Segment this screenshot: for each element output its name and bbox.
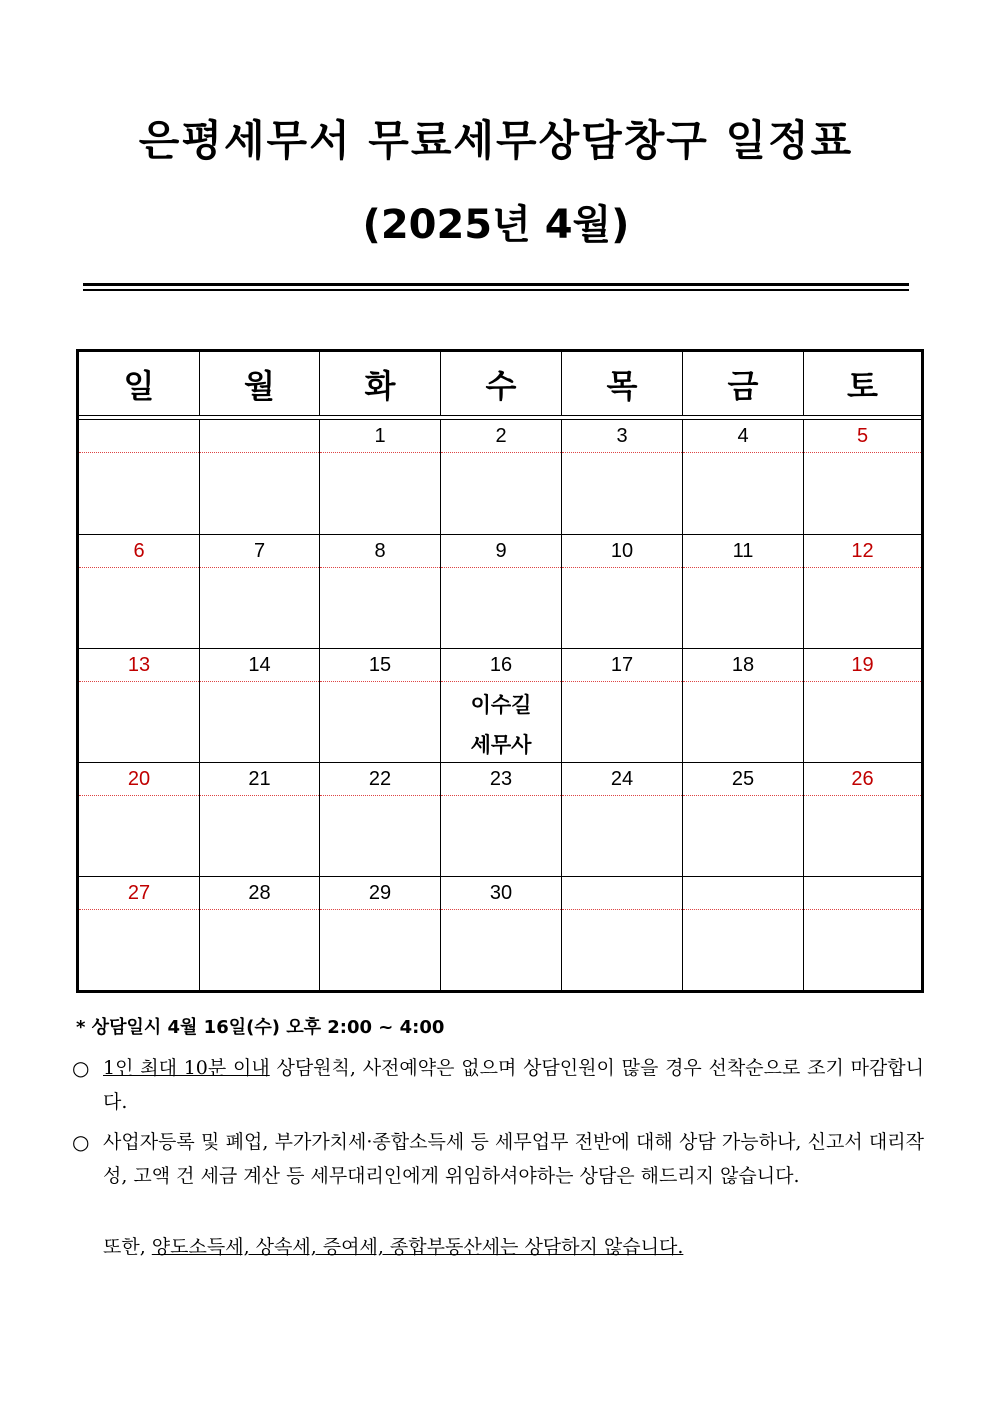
day-number xyxy=(200,420,319,453)
day-cell xyxy=(804,649,921,763)
week-row xyxy=(79,762,921,877)
week-row xyxy=(79,648,921,763)
weekday-mon: 월 xyxy=(200,352,320,415)
day-cell xyxy=(804,535,921,649)
day-number: 30 xyxy=(441,877,561,910)
day-number: 20 xyxy=(79,763,199,796)
day-cell xyxy=(804,420,921,534)
day-number xyxy=(79,420,199,453)
page-subtitle: (2025년 4월) xyxy=(362,202,630,248)
title-divider-inner xyxy=(83,289,909,291)
weekday-tue: 화 xyxy=(320,352,441,415)
calendar-table xyxy=(76,349,924,993)
day-cell xyxy=(200,649,320,763)
day-number: 21 xyxy=(200,763,319,796)
day-cell xyxy=(79,763,200,877)
day-number: 16 xyxy=(441,649,561,682)
day-number: 27 xyxy=(79,877,199,910)
day-cell xyxy=(441,877,562,991)
day-number: 14 xyxy=(200,649,319,682)
day-number: 24 xyxy=(562,763,682,796)
day-number: 28 xyxy=(200,877,319,910)
day-number xyxy=(804,877,921,910)
consultant-name: 이수길 xyxy=(470,692,532,717)
note-also-emphasis: 양도소득세, 상속세, 증여세, 종합부동산세는 상담하지 않습니다. xyxy=(151,1236,684,1258)
day-number: 2 xyxy=(441,420,561,453)
day-cell xyxy=(200,763,320,877)
day-cell xyxy=(79,649,200,763)
weekday-fri: 금 xyxy=(683,352,804,415)
day-number: 1 xyxy=(320,420,440,453)
day-cell xyxy=(562,649,683,763)
page-title: 은평세무서 무료세무상담창구 일정표 xyxy=(138,116,854,165)
day-cell xyxy=(804,877,921,991)
day-cell xyxy=(683,649,804,763)
day-number: 5 xyxy=(804,420,921,453)
day-cell xyxy=(683,763,804,877)
weekday-sat: 토 xyxy=(847,366,878,405)
week-row xyxy=(79,420,921,534)
day-cell xyxy=(320,535,441,649)
day-number: 3 xyxy=(562,420,682,453)
day-number: 8 xyxy=(320,535,440,568)
day-number: 19 xyxy=(804,649,921,682)
weekday-thu: 목 xyxy=(562,352,683,415)
day-cell xyxy=(441,420,562,534)
day-cell xyxy=(562,877,683,991)
day-number: 18 xyxy=(683,649,803,682)
day-cell xyxy=(562,763,683,877)
note-bullet-2 xyxy=(72,1125,924,1193)
day-number: 13 xyxy=(79,649,199,682)
day-number: 23 xyxy=(441,763,561,796)
day-number: 11 xyxy=(683,535,803,568)
day-number: 7 xyxy=(200,535,319,568)
day-cell xyxy=(79,420,200,534)
note-bullet-2-text: 사업자등록 및 폐업, 부가가치세·종합소득세 등 세무업무 전반에 대해 상담 가능하나, 신고서 대리작성, 고액 건 세금 계산 등 세무대리인에게 위임하셔야하는 상담은 해드리지 않습니다. xyxy=(103,1131,924,1187)
header-divider xyxy=(79,415,921,416)
note-bullet-1-text: 상담원칙, 사전예약은 없으며 상담인원이 많을 경우 선착순으로 조기 마감합니다. xyxy=(103,1057,924,1113)
day-number xyxy=(562,877,682,910)
bullet-circle-icon: ○ xyxy=(72,1130,90,1154)
day-cell xyxy=(804,763,921,877)
note-also-prefix: 또한, xyxy=(103,1236,152,1258)
day-cell xyxy=(441,649,562,763)
week-row xyxy=(79,534,921,649)
consultant-note xyxy=(441,685,561,765)
schedule-line: * 상담일시 4월 16일(수) 오후 2:00 ~ 4:00 xyxy=(76,1017,445,1038)
day-number: 26 xyxy=(804,763,921,796)
day-number: 10 xyxy=(562,535,682,568)
week-row xyxy=(79,876,921,991)
day-number: 12 xyxy=(804,535,921,568)
day-number: 6 xyxy=(79,535,199,568)
day-cell xyxy=(79,535,200,649)
day-cell xyxy=(200,877,320,991)
day-cell xyxy=(79,877,200,991)
day-number: 22 xyxy=(320,763,440,796)
day-number: 15 xyxy=(320,649,440,682)
day-cell xyxy=(320,649,441,763)
day-cell xyxy=(441,535,562,649)
weekday-wed: 수 xyxy=(441,352,562,415)
consultant-title: 세무사 xyxy=(470,732,532,757)
day-cell xyxy=(320,877,441,991)
title-divider xyxy=(83,283,909,286)
day-cell xyxy=(200,535,320,649)
note-bullet-1-emphasis: 1인 최대 10분 이내 xyxy=(103,1057,270,1079)
note-bullet-1 xyxy=(72,1051,924,1119)
day-cell xyxy=(683,877,804,991)
day-number xyxy=(683,877,803,910)
day-cell xyxy=(200,420,320,534)
weekday-sun: 일 xyxy=(79,352,200,415)
day-number: 25 xyxy=(683,763,803,796)
day-cell xyxy=(562,535,683,649)
day-cell xyxy=(562,420,683,534)
day-cell xyxy=(441,763,562,877)
day-number: 29 xyxy=(320,877,440,910)
day-number: 17 xyxy=(562,649,682,682)
day-number: 9 xyxy=(441,535,561,568)
day-cell xyxy=(683,535,804,649)
day-cell xyxy=(320,420,441,534)
day-cell xyxy=(683,420,804,534)
day-number: 4 xyxy=(683,420,803,453)
day-cell xyxy=(320,763,441,877)
weekday-header-row xyxy=(79,352,921,415)
bullet-circle-icon: ○ xyxy=(72,1056,90,1080)
note-also xyxy=(72,1230,924,1264)
